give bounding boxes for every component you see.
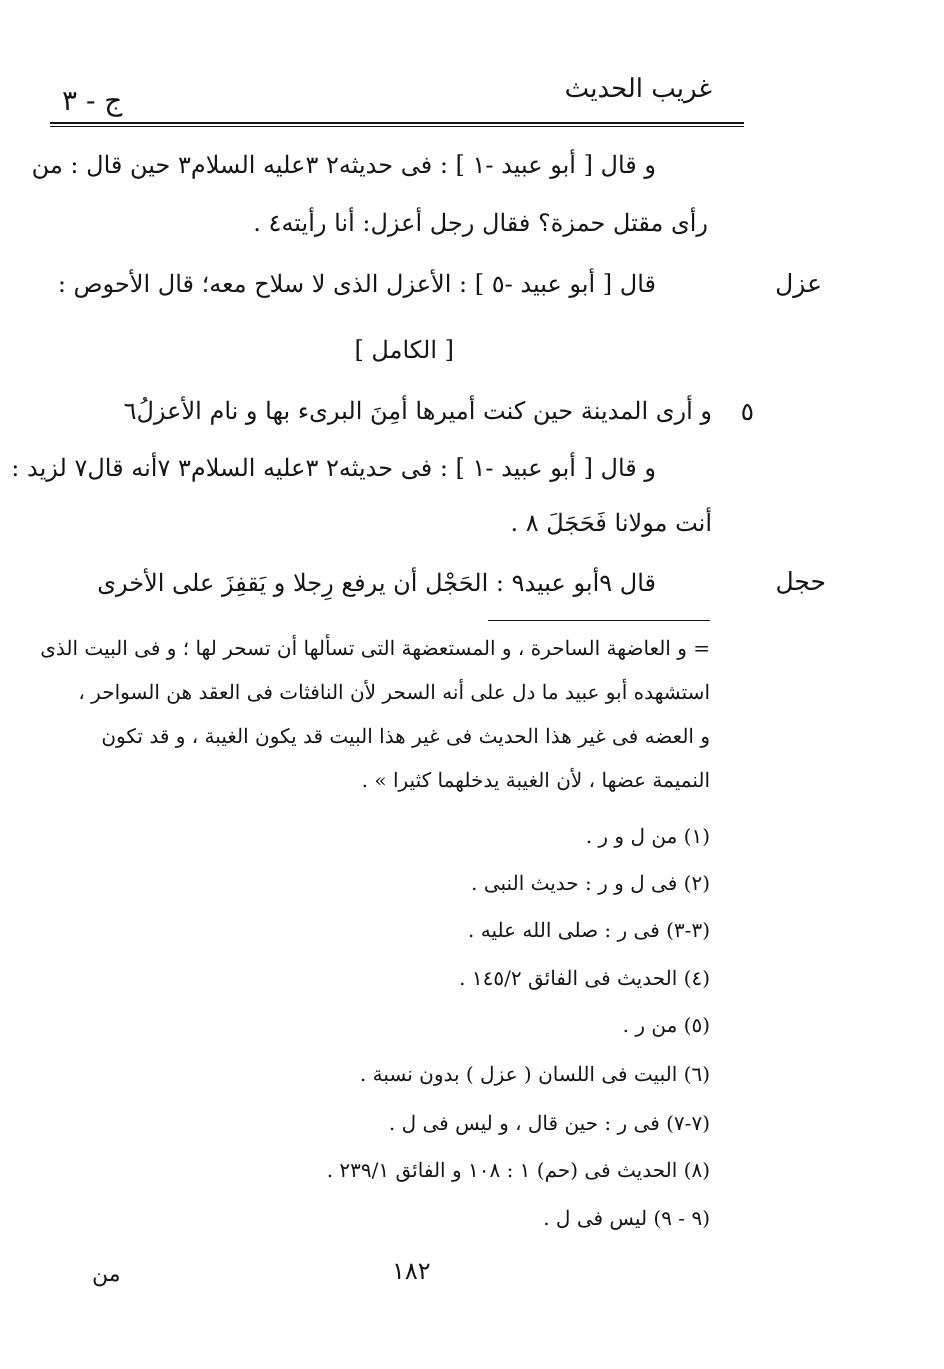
text-line-3: قال [ أبو عبيد -٥ ] : الأعزل الذى لا سلاح معه؛ قال الأحوص :: [57, 270, 656, 298]
text-line-2: رأى مقتل حمزة؟ فقال رجل أعزل: أنا رأيته٤ .: [253, 209, 708, 237]
text-line-5: أنت مولانا فَحَجَلَ ٨ .: [510, 509, 712, 537]
book-title: غريب الحديث: [564, 74, 712, 104]
header-rule-thin: [50, 126, 744, 127]
catchword: من: [92, 1262, 121, 1287]
footnote-rule: [488, 620, 710, 621]
footnote-3: (٣-٣) فى ر : صلى الله عليه .: [468, 918, 710, 942]
text-line-1: و قال [ أبو عبيد -١ ] : فى حديثه٢ ٣عليه السلام٣ حين قال : من: [31, 151, 656, 179]
footnote-6: (٦) البيت فى اللسان ( عزل ) بدون نسبة .: [359, 1062, 710, 1086]
footnote-1: (١) من ل و ر .: [585, 824, 710, 848]
footnote-8: (٨) الحديث فى (حم) ١ : ١٠٨ و الفائق ٢٣٩/١ .: [326, 1158, 710, 1182]
footnote-2: (٢) فى ل و ر : حديث النبى .: [471, 871, 710, 895]
verse-number: ٥: [740, 397, 754, 426]
note-line-3: و العضه فى غير هذا الحديث فى غير هذا البيت قد يكون الغيبة ، و قد تكون: [101, 724, 710, 748]
note-line-2: استشهده أبو عبيد ما دل على أنه السحر لأن النافثات فى العقد هن السواحر ،: [78, 680, 710, 704]
text-line-4: و قال [ أبو عبيد -١ ] : فى حديثه٢ ٣عليه السلام٣ ٧أنه قال٧ لزيد :: [11, 454, 656, 482]
footnote-5: (٥) من ر .: [622, 1013, 710, 1037]
meter-label: [ الكامل ]: [354, 336, 454, 364]
part-number: ج - ٣: [62, 84, 123, 117]
header-rule: [50, 122, 744, 124]
text-line-6: قال ٩أبو عبيد٩ : الحَجْل أن يرفع رِجلا و يَقفِزَ على الأخرى: [97, 569, 656, 597]
root-word-hajl: حجل: [775, 567, 826, 596]
page-number: ١٨٢: [392, 1257, 431, 1285]
note-line-4: النميمة عضها ، لأن الغيبة يدخلهما كثيرا » .: [361, 768, 710, 792]
footnote-4: (٤) الحديث فى الفائق ١٤٥/٢ .: [459, 966, 710, 990]
footnote-9: (٩ - ٩) ليس فى ل .: [543, 1206, 710, 1230]
note-line-1: = و العاضهة الساحرة ، و المستعضهة التى تسألها أن تسحر لها ؛ و فى البيت الذى: [40, 636, 710, 660]
root-word-azl: عزل: [775, 269, 822, 298]
footnote-7: (٧-٧) فى ر : حين قال ، و ليس فى ل .: [388, 1111, 710, 1135]
verse-line: و أرى المدينة حين كنت أميرها أمِنَ البرىء بها و نام الأعزلُ٦: [123, 397, 712, 425]
